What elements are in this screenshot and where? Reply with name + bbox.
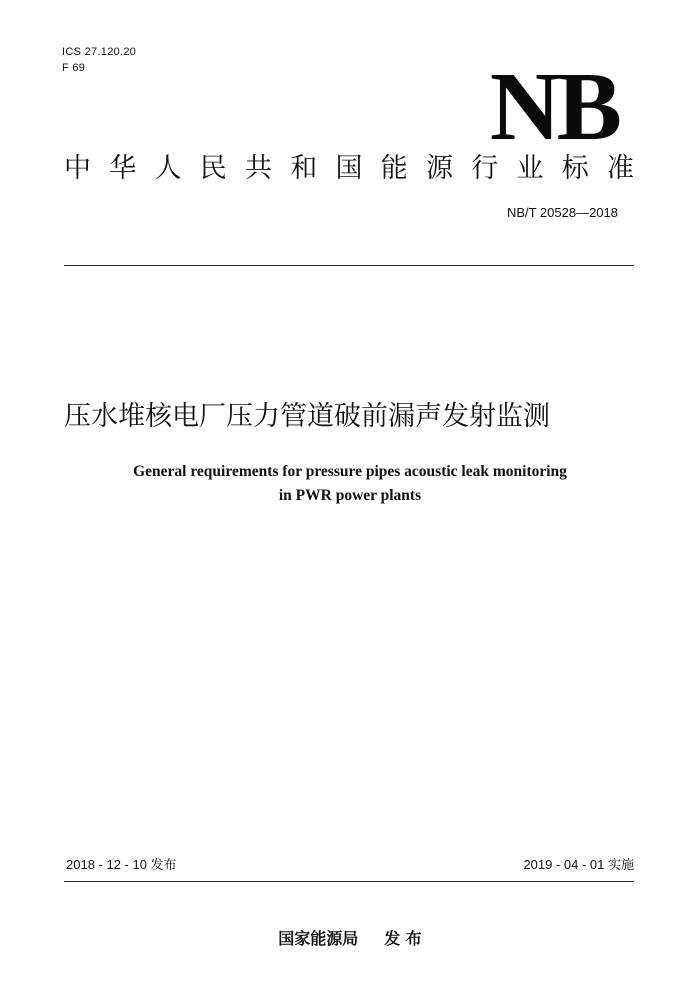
- industry-char: 民: [199, 153, 227, 184]
- standard-number: NB/T 20528—2018: [506, 205, 618, 220]
- bottom-divider: [64, 881, 634, 882]
- publish-word: 发 布: [384, 929, 422, 948]
- nb-logo: NB: [489, 53, 618, 161]
- industry-char: 业: [516, 153, 544, 184]
- industry-char: 行: [471, 153, 499, 184]
- industry-char: 国: [335, 153, 363, 184]
- english-title: [0, 460, 700, 508]
- ics-code: ICS 27.120.20: [62, 46, 137, 58]
- english-title-line-1: General requirements for pressure pipes acoustic leak monitoring: [133, 463, 567, 480]
- industry-char: 人: [154, 153, 182, 184]
- industry-char: 标: [561, 153, 589, 184]
- industry-char: 华: [109, 153, 137, 184]
- industry-char: 准: [607, 153, 634, 184]
- ccs-code: F 69: [62, 62, 86, 74]
- top-divider: [64, 265, 634, 266]
- industry-char: 能: [380, 153, 408, 184]
- industry-char: 和: [290, 153, 318, 184]
- classification-codes: [62, 44, 136, 76]
- english-title-line-2: in PWR power plants: [278, 487, 422, 504]
- implementation-date: 2019 - 04 - 01 实施: [523, 857, 634, 872]
- industry-char: 源: [426, 153, 453, 184]
- publisher-line: [0, 928, 700, 950]
- industry-char: 共: [245, 153, 272, 184]
- industry-char: 中: [64, 153, 91, 184]
- chinese-title: 压水堆核电厂压力管道破前漏声发射监测: [64, 401, 550, 432]
- publisher-name: 国家能源局: [278, 929, 359, 948]
- issue-date: 2018 - 12 - 10 发布: [66, 857, 177, 872]
- industry-standard-title: [64, 152, 634, 186]
